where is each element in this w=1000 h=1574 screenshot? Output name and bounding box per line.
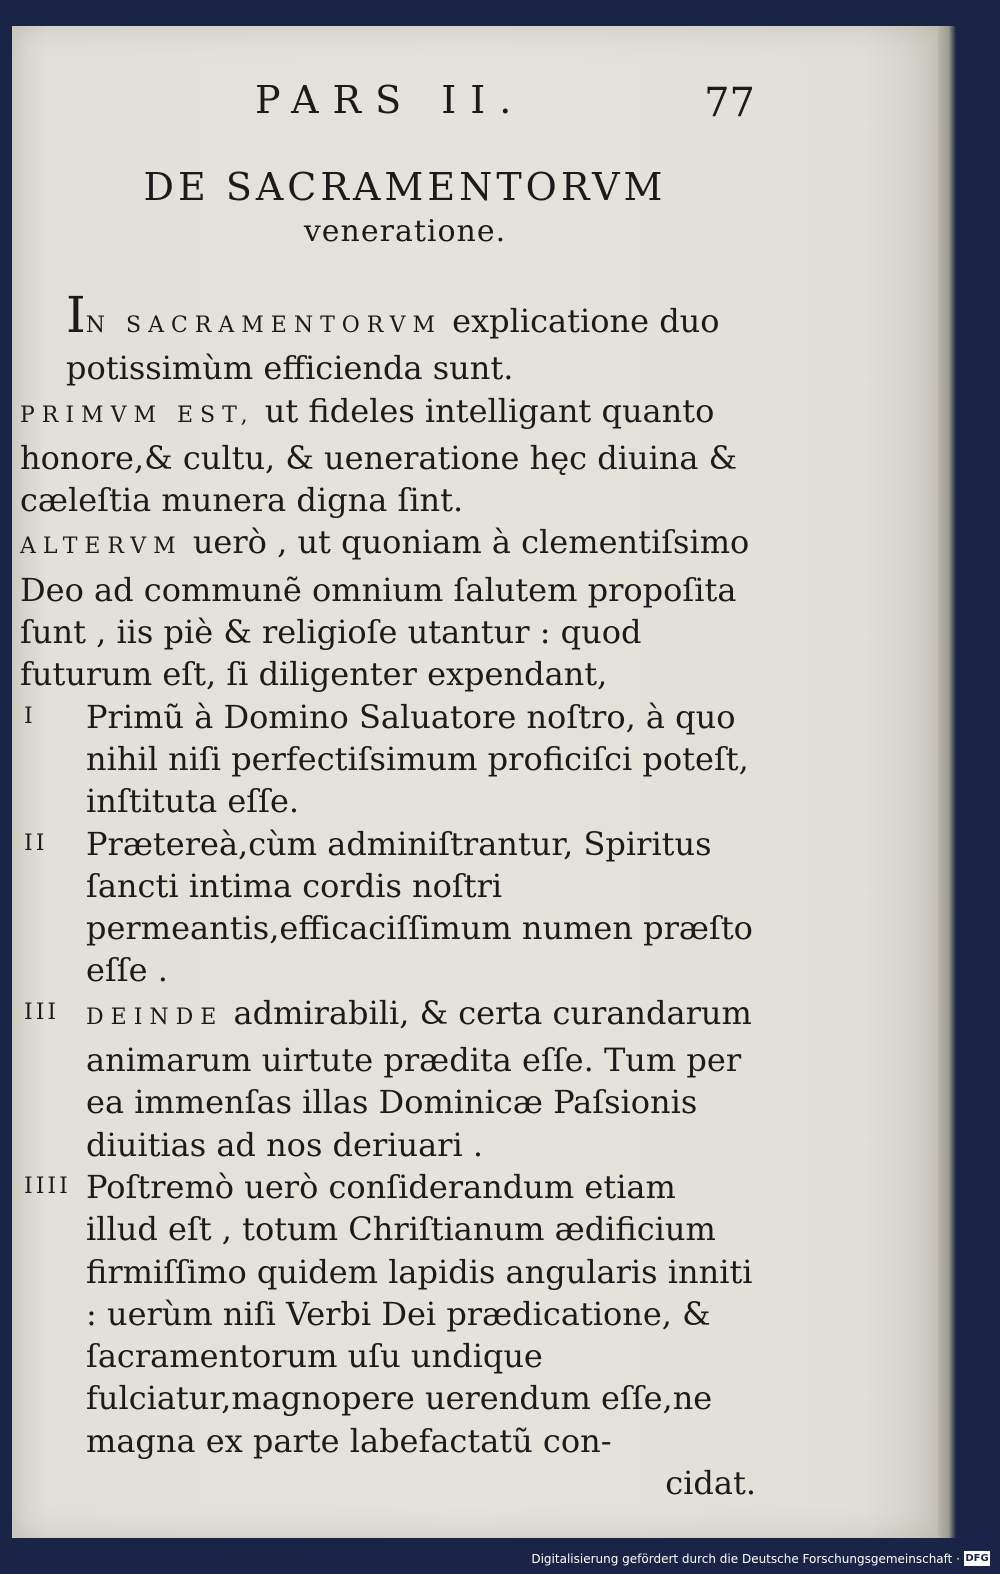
small-caps-lead: N SACRAMENTORVM (85, 313, 442, 338)
digitization-credit: Digitalisierung gefördert durch die Deutsche Forschungsgemeinschaft · (531, 1552, 960, 1566)
small-caps-lead: PRIMVM EST, (20, 402, 255, 428)
numbered-item-4 (24, 1166, 756, 1462)
numbered-item-1 (24, 696, 756, 823)
paragraph-primum (20, 390, 756, 522)
item-number: I (24, 703, 36, 729)
page-header (255, 78, 755, 128)
drop-cap: I (66, 286, 86, 344)
paragraph-alterum (20, 521, 756, 695)
closing-word: cidat. (665, 1464, 756, 1503)
paragraph-text: ut fideles intelligant quanto honore,& cultu, & ueneratione hęc diuina & cæleſtia munera digna ſint. (20, 391, 738, 520)
chapter-title: DE SACRAMENTORVM (143, 165, 667, 209)
dfg-logo: DFG (965, 1553, 989, 1564)
item-number: III (24, 999, 60, 1025)
numbered-item-2 (24, 823, 756, 992)
item-text: Prætereà,cùm adminiſtrantur, Spiritus ſancti intima cordis noſtri permeantis,efficaciſſimum numen præſto eſſe . (86, 824, 753, 990)
paragraph-text: uerò , ut quoniam à clementiſsimo Deo ad communẽ omnium ſalutem propoſita ſunt , iis piè & religioſe utantur : quod futurum eſt, ſi diligenter expendant, (20, 523, 750, 694)
item-text: Primũ à Domino Saluatore noſtro, à quo nihil niſi perfectiſsimum proficiſci poteſt, inſtituta eſſe. (86, 697, 749, 821)
small-caps-lead: ALTERVM (20, 534, 183, 560)
body-text (20, 286, 756, 1504)
numbered-item-3 (24, 992, 756, 1166)
item-text-wrap (76, 992, 756, 1166)
chapter-subtitle: veneratione. (303, 214, 507, 249)
item-number: II (24, 830, 48, 856)
paragraph-text: explicatione duo potissimùm efficienda sunt. (66, 302, 720, 388)
page-number: 77 (704, 80, 755, 126)
paragraph-intro (66, 286, 756, 390)
item-number: IIII (24, 1173, 71, 1199)
item-text: admirabili, & certa curandarum animarum uirtute prædita eſſe. Tum per ea immenſas illas Dominicæ Paſsionis diuitias ad nos deriuari . (86, 993, 752, 1164)
running-head: PARS II. (255, 78, 526, 122)
small-caps-lead: DEINDE (86, 1004, 224, 1030)
item-text: Poſtremò uerò conſiderandum etiam illud eſt , totum Chriſtianum ædificium firmiſſimo quidem lapidis angularis inniti : uerùm niſi Verbi Dei prædicatione, & ſacramentorum uſu undique fulciatur,magnopere uerendum eſſe,ne magna ex parte labefactatũ con- (86, 1167, 753, 1460)
